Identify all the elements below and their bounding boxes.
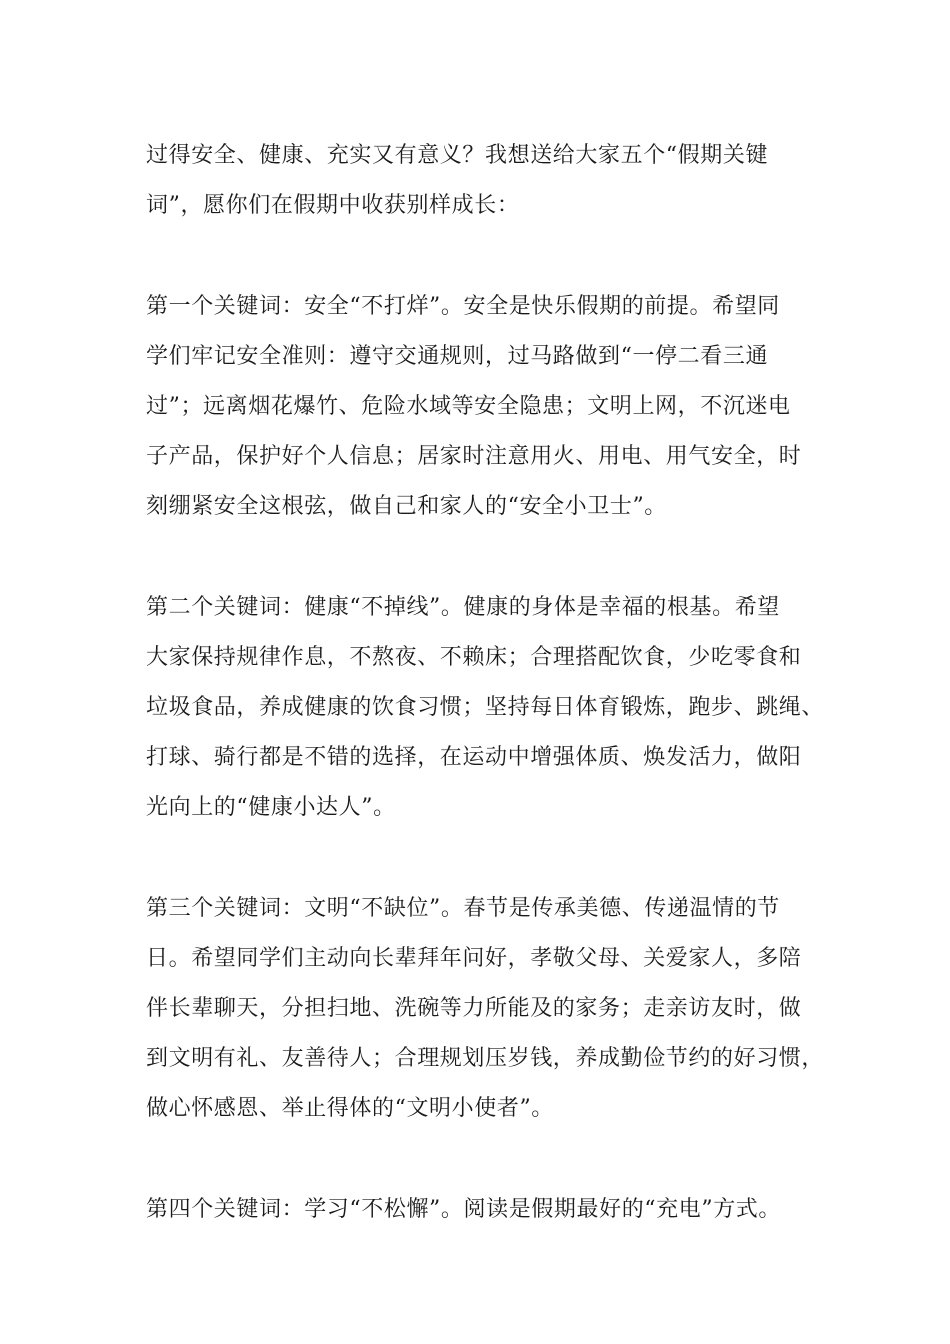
text-line: 伴长辈聊天，分担扫地、洗碗等力所能及的家务；走亲访友时，做: [146, 996, 802, 1021]
text-line: 过得安全、健康、充实又有意义？我想送给大家五个“假期关键: [146, 143, 769, 168]
text-line: 光向上的“健康小达人”。: [146, 795, 396, 820]
text-line: 做心怀感恩、举止得体的“文明小使者”。: [146, 1096, 554, 1121]
text-line: 日。希望同学们主动向长辈拜年问好，孝敬父母、关爱家人，多陪: [146, 946, 802, 971]
text-line: 第三个关键词：文明“不缺位”。春节是传承美德、传递温情的节: [146, 896, 780, 921]
paragraph-intro: [146, 131, 836, 231]
text-line: 第四个关键词：学习“不松懈”。阅读是假期最好的“充电”方式。: [146, 1197, 781, 1222]
paragraph-keyword-1: [146, 282, 836, 532]
text-line: 刻绷紧安全这根弦，做自己和家人的“安全小卫士”。: [146, 494, 667, 519]
paragraph-keyword-4: [146, 1185, 836, 1235]
paragraph-keyword-2: [146, 583, 836, 833]
paragraph-keyword-3: [146, 884, 836, 1134]
text-line: 第二个关键词：健康“不掉线”。健康的身体是幸福的根基。希望: [146, 595, 780, 620]
text-line: 垃圾食品，养成健康的饮食习惯；坚持每日体育锻炼，跑步、跳绳、: [146, 695, 825, 720]
text-line: 词”，愿你们在假期中收获别样成长：: [146, 193, 520, 218]
text-line: 子产品，保护好个人信息；居家时注意用火、用电、用气安全，时: [146, 444, 802, 469]
text-line: 大家保持规律作息，不熬夜、不赖床；合理搭配饮食，少吃零食和: [146, 645, 802, 670]
text-line: 打球、骑行都是不错的选择，在运动中增强体质、焕发活力，做阳: [146, 745, 802, 770]
text-line: 到文明有礼、友善待人；合理规划压岁钱，养成勤俭节约的好习惯，: [146, 1046, 825, 1071]
text-line: 第一个关键词：安全“不打烊”。安全是快乐假期的前提。希望同: [146, 294, 780, 319]
text-line: 学们牢记安全准则：遵守交通规则，过马路做到“一停二看三通: [146, 344, 769, 369]
document-body: [146, 131, 836, 1286]
text-line: 过”；远离烟花爆竹、危险水域等安全隐患；文明上网，不沉迷电: [146, 394, 791, 419]
